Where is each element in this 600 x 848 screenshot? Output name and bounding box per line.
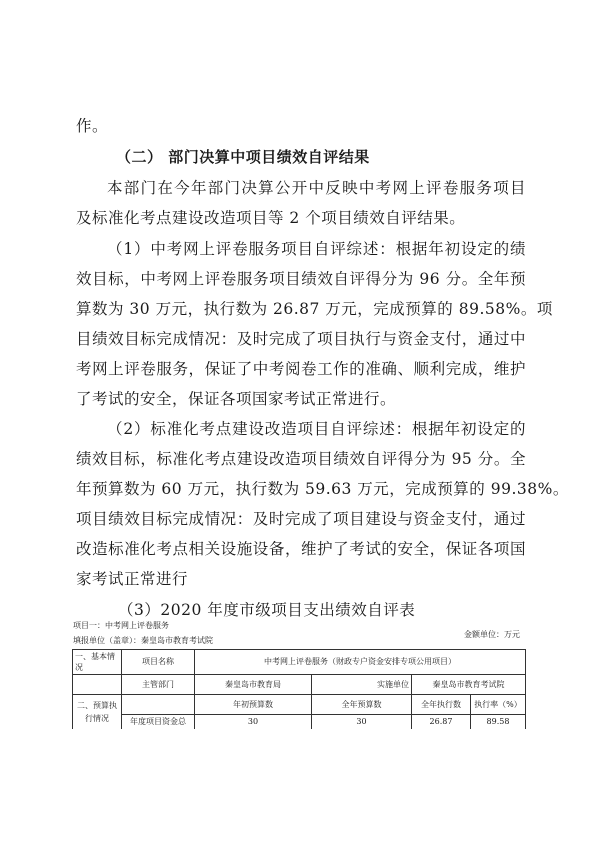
col-annual-budget: 全年预算数 bbox=[312, 695, 412, 715]
row-label-total: 年度项目资金总 bbox=[122, 715, 195, 730]
empty-cell bbox=[122, 695, 195, 715]
paragraph-line: 效目标，中考网上评卷服务项目绩效自评得分为 96 分。全年预 bbox=[76, 270, 526, 288]
paragraph-line: 考网上评卷服务，保证了中考阅卷工作的准确、顺利完成，维护 bbox=[76, 360, 526, 378]
table-row bbox=[73, 695, 526, 715]
paragraph-line: 改造标准化考点相关设施设备，维护了考试的安全，保证各项国 bbox=[76, 540, 526, 558]
paragraph-line: 项目绩效目标完成情况：及时完成了项目建设与资金支付，通过 bbox=[76, 510, 526, 528]
project-name-label: 项目名称 bbox=[122, 650, 195, 675]
table-title: （3）2020 年度市级项目支出绩效自评表 bbox=[118, 601, 416, 619]
paragraph-line: 作。 bbox=[76, 117, 109, 135]
table-row bbox=[73, 675, 526, 695]
col-executed: 全年执行数 bbox=[412, 695, 471, 715]
paragraph-line: 了考试的安全，保证各项国家考试正常进行。 bbox=[76, 390, 397, 408]
table-row bbox=[73, 650, 526, 675]
table-row bbox=[73, 715, 526, 730]
section-budget: 二、预算执行情况 bbox=[73, 695, 122, 730]
paragraph-line: 本部门在今年部门决算公开中反映中考网上评卷服务项目 bbox=[107, 179, 526, 197]
table-unit-label: 金额单位：万元 bbox=[464, 630, 520, 639]
paragraph-line: 家考试正常进行 bbox=[76, 570, 189, 588]
paragraph-line: （1）中考网上评卷服务项目自评综述：根据年初设定的绩 bbox=[107, 240, 526, 258]
impl-label: 实施单位 bbox=[312, 675, 412, 695]
impl-value: 秦皇岛市教育考试院 bbox=[412, 675, 526, 695]
initial-budget-value: 30 bbox=[195, 715, 312, 730]
col-initial-budget: 年初预算数 bbox=[195, 695, 312, 715]
paragraph-line: 绩效目标，标准化考点建设改造项目绩效自评得分为 95 分。全 bbox=[76, 450, 526, 468]
paragraph-line: 目绩效目标完成情况：及时完成了项目执行与资金支付，通过中 bbox=[76, 330, 526, 348]
table-project-label: 项目一：中考网上评卷服务 bbox=[73, 621, 169, 630]
col-rate: 执行率（%） bbox=[471, 695, 526, 715]
table-filler-label: 填报单位（盖章）：秦皇岛市教育考试院 bbox=[73, 636, 213, 645]
section-heading: （二） 部门决算中项目绩效自评结果 bbox=[116, 148, 370, 166]
project-name-value: 中考网上评卷服务（财政专户资金安排专项公用项目） bbox=[195, 650, 526, 675]
paragraph-line: 算数为 30 万元，执行数为 26.87 万元，完成预算的 89.58%。项 bbox=[76, 300, 553, 318]
empty-cell bbox=[73, 675, 122, 695]
annual-budget-value: 30 bbox=[312, 715, 412, 730]
paragraph-line: 年预算数为 60 万元，执行数为 59.63 万元，完成预算的 99.38%。 bbox=[76, 480, 569, 498]
dept-label: 主管部门 bbox=[122, 675, 195, 695]
paragraph-line: 及标准化考点建设改造项目等 2 个项目绩效自评结果。 bbox=[76, 209, 466, 227]
dept-value: 秦皇岛市教育局 bbox=[195, 675, 312, 695]
performance-table bbox=[72, 649, 526, 729]
rate-value: 89.58 bbox=[471, 715, 526, 730]
paragraph-line: （2）标准化考点建设改造项目自评综述：根据年初设定的 bbox=[107, 420, 526, 438]
executed-value: 26.87 bbox=[412, 715, 471, 730]
section-basic-info: 一、基本情况 bbox=[73, 650, 122, 675]
